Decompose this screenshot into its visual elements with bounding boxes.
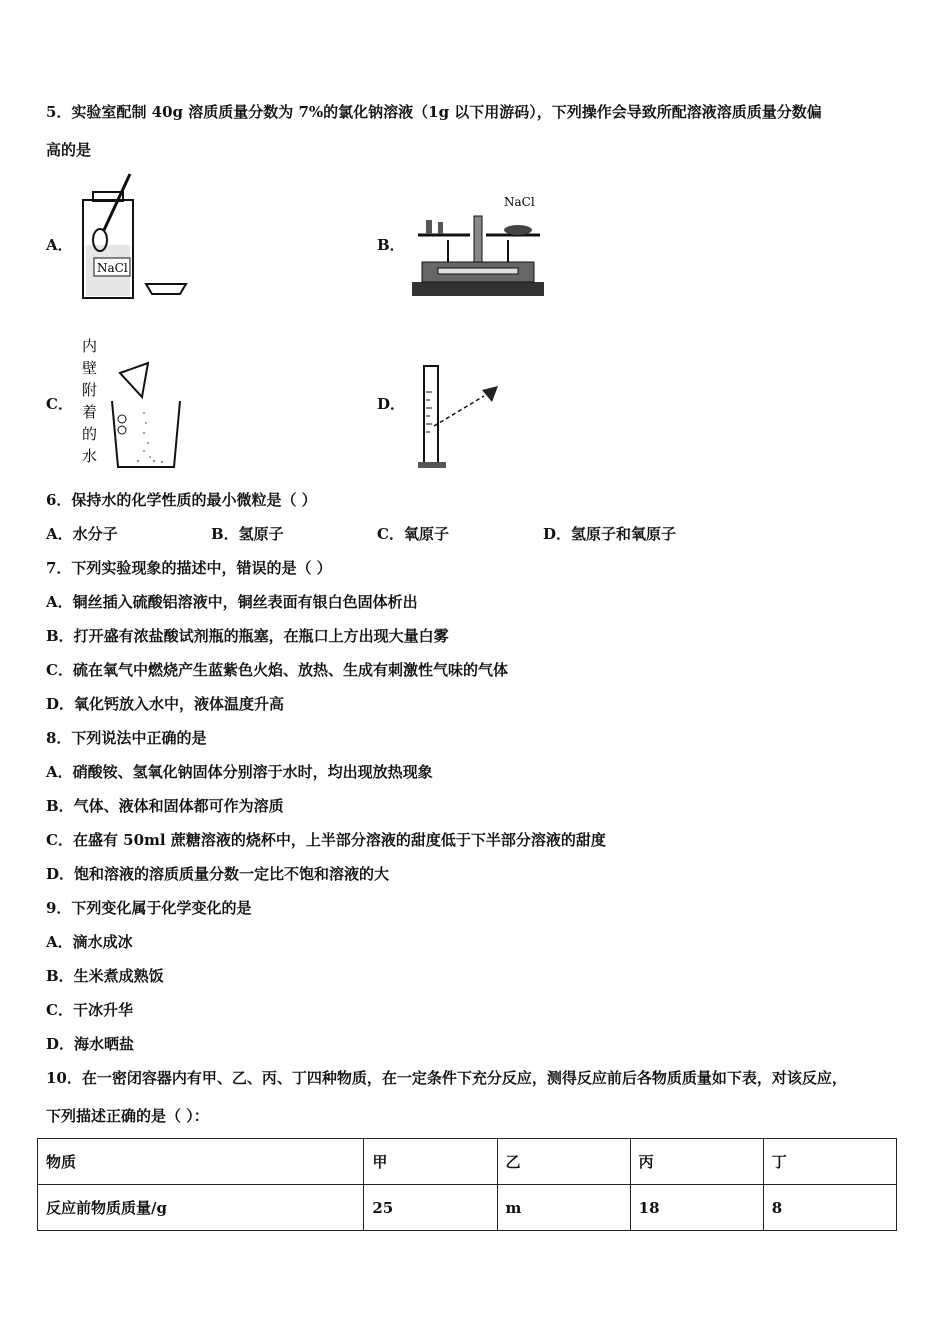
fig-b-nacl-label: NaCl	[504, 195, 535, 209]
svg-text:水: 水	[82, 447, 98, 465]
q7-stem: 7．下列实验现象的描述中，错误的是（ ）	[46, 559, 332, 577]
q9-stem: 9．下列变化属于化学变化的是	[46, 899, 252, 917]
q9-option-d: D．海水晒盐	[46, 1035, 135, 1053]
q7-option-c: C．硫在氧气中燃烧产生蓝紫色火焰、放热、生成有刺激性气味的气体	[46, 661, 508, 679]
q6-option-c: C．氧原子	[377, 525, 449, 543]
q9-option-c: C．干冰升华	[46, 1001, 133, 1019]
q8-option-b: B．气体、液体和固体都可作为溶质	[46, 797, 284, 815]
table-cell: 18	[630, 1185, 763, 1231]
beaker-funnel-figure	[78, 333, 188, 475]
q7-option-d: D．氧化钙放入水中，液体温度升高	[46, 695, 285, 713]
svg-text:着: 着	[82, 403, 98, 421]
q8-option-d: D．饱和溶液的溶质质量分数一定比不饱和溶液的大	[46, 865, 390, 883]
q6-option-a: A．水分子	[46, 525, 118, 543]
reagent-bottle-figure	[80, 170, 192, 302]
q10-stem-line1: 10．在一密闭容器内有甲、乙、丙、丁四种物质，在一定条件下充分反应，测得反应前后各物质质量如下表，对该反应，	[46, 1069, 847, 1087]
q5-option-b-label: B．	[377, 236, 405, 254]
svg-text:壁: 壁	[82, 359, 98, 377]
q6-option-b: B．氢原子	[211, 525, 284, 543]
table-header-row	[38, 1139, 897, 1185]
table-header-cell: 丁	[763, 1139, 896, 1185]
table-cell: 反应前物质质量/g	[38, 1185, 364, 1231]
q8-option-a: A．硝酸铵、氢氧化钠固体分别溶于水时，均出现放热现象	[46, 763, 433, 781]
q7-option-a: A．铜丝插入硫酸铝溶液中，铜丝表面有银白色固体析出	[46, 593, 418, 611]
table-cell: 8	[763, 1185, 896, 1231]
q5-option-d-label: D．	[377, 395, 406, 413]
q9-option-b: B．生米煮成熟饭	[46, 967, 164, 985]
fig-a-nacl-label: NaCl	[97, 261, 128, 275]
balance-scale-figure	[408, 190, 548, 300]
q8-stem: 8．下列说法中正确的是	[46, 729, 207, 747]
q7-option-b: B．打开盛有浓盐酸试剂瓶的瓶塞，在瓶口上方出现大量白雾	[46, 627, 449, 645]
q6-stem: 6．保持水的化学性质的最小微粒是（ ）	[46, 491, 317, 509]
table-header-cell: 丙	[630, 1139, 763, 1185]
table-cell: 25	[364, 1185, 497, 1231]
mass-table	[37, 1138, 897, 1231]
q8-option-c: C．在盛有 50ml 蔗糖溶液的烧杯中，上半部分溶液的甜度低于下半部分溶液的甜度	[46, 831, 606, 849]
svg-text:内: 内	[82, 337, 98, 355]
svg-text:的: 的	[82, 425, 98, 443]
q9-option-a: A．滴水成冰	[46, 933, 133, 951]
q5-option-c-label: C．	[46, 395, 73, 413]
svg-text:附: 附	[82, 381, 98, 399]
table-row	[38, 1185, 897, 1231]
q6-option-d: D．氢原子和氧原子	[543, 525, 677, 543]
q5-stem-line2: 高的是	[46, 141, 92, 159]
q5-stem-line1: 5．实验室配制 40g 溶质质量分数为 7%的氯化钠溶液（1g 以下用游码），下列操作会导致所配溶液溶质质量分数偏	[46, 103, 822, 121]
graduated-cylinder-figure	[412, 362, 508, 474]
table-header-cell: 乙	[497, 1139, 630, 1185]
table-cell: m	[497, 1185, 630, 1231]
q10-stem-line2: 下列描述正确的是（ ）：	[46, 1107, 209, 1125]
q5-option-a-label: A．	[46, 236, 73, 254]
table-header-cell: 物质	[38, 1139, 364, 1185]
table-header-cell: 甲	[364, 1139, 497, 1185]
